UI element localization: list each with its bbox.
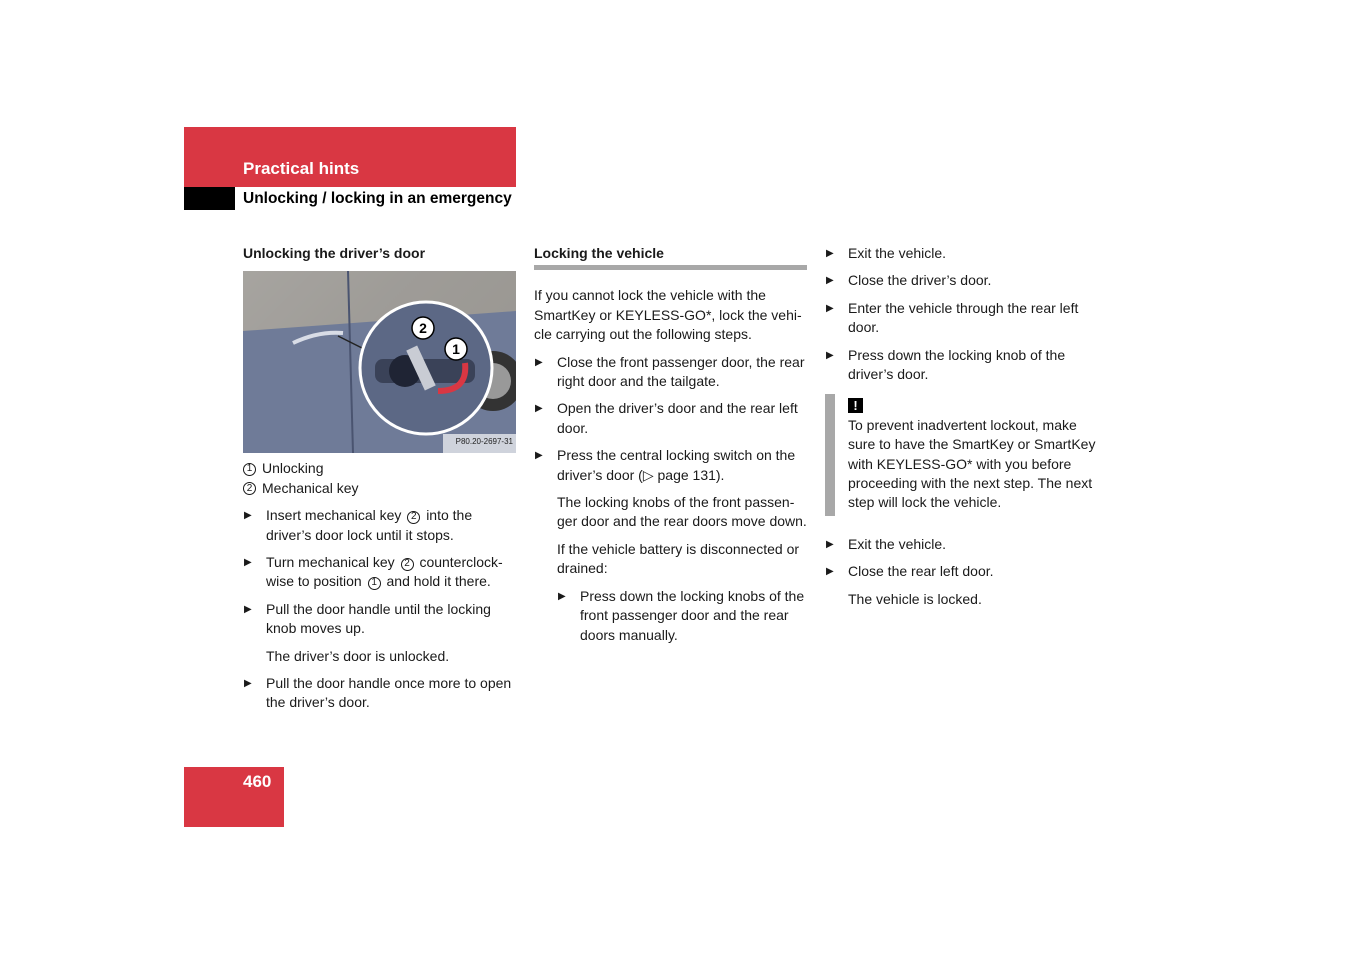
notice-text: To prevent inadvertent lockout, make sure to have the SmartKey or SmartKey with KEYLESS-GO* with you before proceeding with the next step. The next step will lock the vehicle. bbox=[848, 416, 1096, 511]
inline-number: 2 bbox=[407, 511, 420, 524]
step-close-drivers-door: ▶ Close the driver’s door. bbox=[825, 271, 1101, 290]
step-insert-key bbox=[243, 506, 518, 545]
subsection-title: Unlocking / locking in an emergency bbox=[243, 190, 512, 207]
locking-intro: If you cannot lock the vehicle with the SmartKey or KEYLESS-GO*, lock the vehi-cle carrying out the following steps. bbox=[534, 287, 802, 343]
figure-code: P80.20-2697-31 bbox=[455, 437, 513, 446]
door-illustration bbox=[243, 271, 516, 453]
heading-unlocking-drivers-door: Unlocking the driver’s door bbox=[243, 245, 426, 261]
warning-icon: ! bbox=[848, 398, 863, 413]
page-number: 460 bbox=[243, 772, 272, 791]
step-close-doors: ▶ Close the front passenger door, the rear right door and the tailgate. bbox=[534, 353, 807, 392]
heading-locking-vehicle: Locking the vehicle bbox=[534, 244, 807, 270]
inline-number: 2 bbox=[401, 558, 414, 571]
legend-number: 2 bbox=[243, 482, 256, 495]
notice-box bbox=[825, 394, 1101, 512]
result-knobs-down: The locking knobs of the front passen-ger door and the rear doors move down. bbox=[557, 494, 807, 530]
step-pull-handle: ▶ Pull the door handle until the locking knob moves up. bbox=[243, 600, 518, 639]
notice-bar bbox=[825, 394, 835, 516]
step-press-knobs-manually: ▶ Press down the locking knobs of the front passenger door and the rear doors manually. bbox=[534, 587, 807, 645]
step-text: Turn mechanical key bbox=[266, 554, 395, 571]
step-turn-key bbox=[243, 553, 518, 592]
svg-text:2: 2 bbox=[419, 320, 427, 337]
legend-item-mechanical-key bbox=[243, 479, 518, 498]
svg-text:1: 1 bbox=[452, 341, 460, 358]
step-text: into the driver’s door lock until it stops. bbox=[266, 507, 473, 543]
legend-number: 1 bbox=[243, 463, 256, 476]
step-press-knob: ▶ Press down the locking knob of the driver’s door. bbox=[825, 346, 1101, 385]
step-text: Insert mechanical key bbox=[266, 507, 402, 524]
legend-text: Mechanical key bbox=[262, 479, 359, 496]
legend-item-unlocking bbox=[243, 459, 518, 478]
step-open-doors: ▶ Open the driver’s door and the rear left door. bbox=[534, 399, 807, 438]
condition-battery: If the vehicle battery is disconnected or drained: bbox=[557, 540, 800, 577]
result-door-unlocked: The driver’s door is unlocked. bbox=[266, 647, 450, 664]
column-unlocking bbox=[243, 244, 518, 721]
inline-number: 1 bbox=[368, 577, 381, 590]
column-locking bbox=[534, 244, 807, 653]
step-text: and hold it there. bbox=[386, 573, 491, 590]
step-pull-handle-again: ▶ Pull the door handle once more to open the driver’s door. bbox=[243, 674, 518, 713]
step-press-switch: ▶ Press the central locking switch on the driver’s door (▷ page 131). bbox=[534, 446, 807, 485]
header-black-tab bbox=[184, 187, 235, 210]
result-vehicle-locked: The vehicle is locked. bbox=[848, 590, 982, 607]
legend-text: Unlocking bbox=[262, 460, 324, 477]
step-text: counterclock-wise to position bbox=[266, 554, 503, 590]
column-locking-continued bbox=[825, 244, 1101, 617]
step-exit-vehicle-2: ▶ Exit the vehicle. bbox=[825, 535, 1101, 554]
step-exit-vehicle: ▶ Exit the vehicle. bbox=[825, 244, 1101, 263]
step-enter-rear-left: ▶ Enter the vehicle through the rear left door. bbox=[825, 299, 1101, 338]
section-title: Practical hints bbox=[243, 159, 360, 178]
door-lock-figure bbox=[243, 271, 516, 453]
step-close-rear-left: ▶ Close the rear left door. bbox=[825, 562, 1101, 581]
